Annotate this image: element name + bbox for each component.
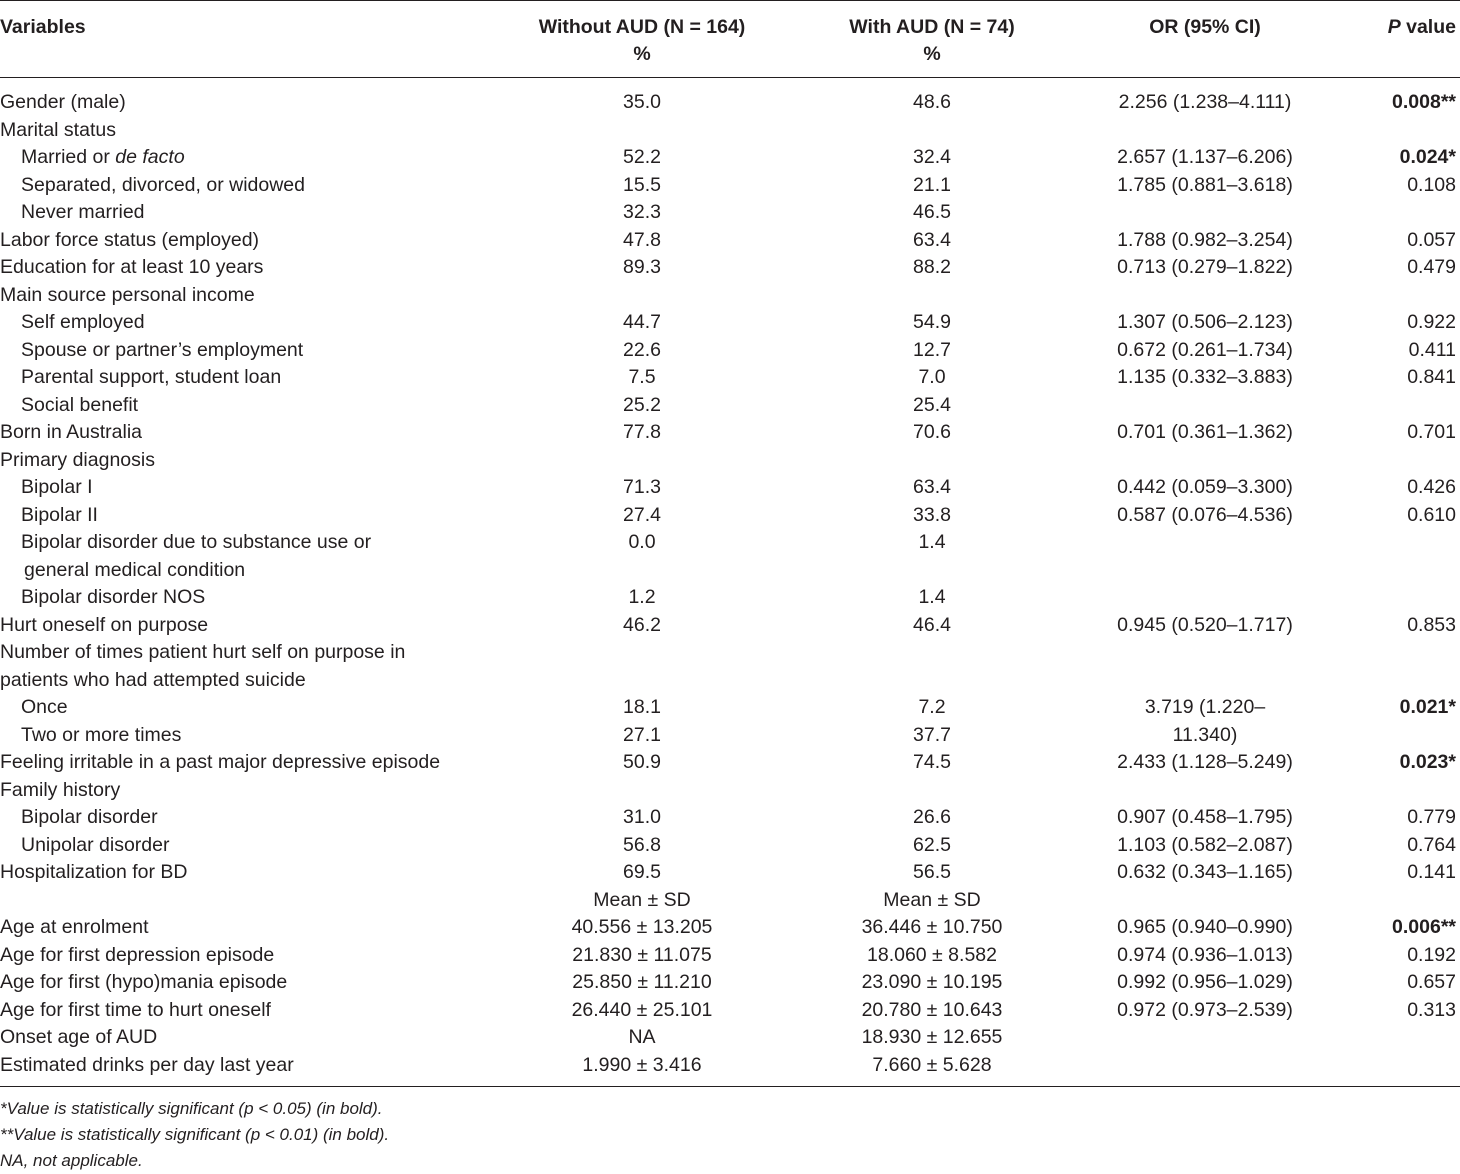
header-with-aud-label: With AUD (N = 74) (849, 16, 1015, 38)
row-label (0, 722, 421, 750)
without-aud-value: 44.7 (623, 311, 661, 333)
table-body (0, 89, 1460, 1079)
odds-ratio-value: 0.587 (0.076–4.536) (1117, 503, 1293, 526)
row-label (0, 969, 460, 997)
header-p-rest: value (1400, 16, 1456, 38)
table-row (0, 447, 1460, 475)
without-aud-value: 27.1 (623, 723, 661, 746)
table-row (0, 859, 1460, 887)
table-row (0, 364, 1460, 392)
without-aud-value: 1.990 ± 3.416 (582, 1053, 702, 1076)
with-aud-value: 74.5 (913, 751, 951, 773)
with-aud-value: 46.5 (913, 201, 951, 223)
row-label-text: Age for first depression episode (0, 943, 275, 966)
p-value: 0.922 (1407, 311, 1456, 333)
row-label (0, 117, 460, 145)
with-aud-value: 1.4 (918, 586, 946, 608)
with-aud-value: Mean ± SD (883, 888, 981, 911)
row-label-italic: de facto (115, 146, 185, 168)
row-label-text: Spouse or partner’s employment (21, 338, 304, 361)
p-value: 0.008** (1392, 91, 1456, 113)
without-aud-value: 52.2 (623, 146, 661, 168)
without-aud-value: 46.2 (623, 613, 661, 636)
p-value: 0.006** (1392, 916, 1456, 938)
with-aud-value: 12.7 (913, 338, 951, 361)
table-row (0, 612, 1460, 640)
row-label (0, 694, 421, 722)
p-value: 0.023* (1399, 751, 1456, 773)
row-label-text: Estimated drinks per day last year (0, 1053, 294, 1076)
without-aud-value: 35.0 (623, 91, 661, 113)
with-aud-value: 20.780 ± 10.643 (861, 998, 1003, 1021)
row-label-text: Family history (0, 778, 121, 801)
table-row (0, 337, 1460, 365)
without-aud-value: NA (628, 1026, 656, 1048)
with-aud-value: 46.4 (913, 613, 951, 636)
row-label-text: Bipolar disorder (21, 806, 158, 828)
p-value: 0.057 (1407, 228, 1456, 251)
row-label (0, 997, 460, 1025)
row-label (0, 942, 460, 970)
odds-ratio-value: 0.972 (0.973–2.539) (1117, 998, 1293, 1021)
row-label (0, 502, 421, 530)
odds-ratio-value: 0.713 (0.279–1.822) (1117, 256, 1293, 278)
p-value: 0.779 (1407, 806, 1456, 828)
row-label-text: Age for first (hypo)mania episode (0, 971, 288, 993)
row-label-text: Labor force status (employed) (0, 228, 260, 251)
without-aud-value: 21.830 ± 11.075 (572, 943, 712, 966)
row-label-text: Two or more times (21, 723, 182, 746)
row-label-text: Age at enrolment (0, 916, 149, 938)
header-p-italic: P (1387, 16, 1401, 38)
row-label-text: Gender (male) (0, 91, 126, 113)
row-label-text: Education for at least 10 years (0, 256, 264, 278)
row-label-text: Social benefit (21, 393, 139, 416)
row-label (0, 1052, 460, 1080)
p-value: 0.479 (1407, 256, 1456, 278)
row-label (0, 804, 421, 832)
p-value: 0.021* (1399, 696, 1456, 718)
p-value: 0.701 (1407, 421, 1456, 443)
row-label-text: Number of times patient hurt self on purpose in (0, 641, 406, 663)
p-value: 0.192 (1407, 943, 1456, 966)
table-row (0, 887, 1460, 915)
odds-ratio-value: 0.974 (0.936–1.013) (1117, 943, 1293, 966)
odds-ratio-value: 0.945 (0.520–1.717) (1117, 613, 1293, 636)
table-row (0, 529, 1460, 584)
without-aud-value: 25.850 ± 11.210 (572, 971, 712, 993)
row-label (0, 392, 421, 420)
without-aud-value: 27.4 (623, 503, 661, 526)
row-label (0, 337, 421, 365)
table-row (0, 832, 1460, 860)
without-aud-value: 0.0 (628, 531, 656, 553)
table-row (0, 997, 1460, 1025)
table-top-rule (0, 0, 1460, 1)
row-label (0, 749, 460, 777)
odds-ratio-value: 1.307 (0.506–2.123) (1117, 311, 1293, 333)
row-label-text: Self employed (21, 311, 145, 333)
row-label (0, 612, 460, 640)
with-aud-value: 63.4 (913, 228, 951, 251)
without-aud-value: 56.8 (623, 833, 661, 856)
with-aud-value: 70.6 (913, 421, 951, 443)
odds-ratio-value: 0.701 (0.361–1.362) (1117, 421, 1293, 443)
table-row (0, 584, 1460, 612)
row-label-text: Married or (21, 146, 116, 168)
table-row (0, 804, 1460, 832)
table-row (0, 749, 1460, 777)
row-label-text: Bipolar II (21, 503, 98, 526)
row-label (0, 832, 421, 860)
table-row (0, 914, 1460, 942)
p-value: 0.610 (1407, 503, 1456, 526)
with-aud-value: 7.0 (918, 366, 946, 388)
without-aud-value: 77.8 (623, 421, 661, 443)
odds-ratio-value: 1.788 (0.982–3.254) (1117, 228, 1293, 251)
row-label-text: Bipolar I (21, 476, 93, 498)
row-label-text: Unipolar disorder (21, 833, 170, 856)
row-label-text: Hurt oneself on purpose (0, 613, 209, 636)
odds-ratio-value: 2.657 (1.137–6.206) (1117, 146, 1293, 168)
header-without-aud-label: Without AUD (N = 164) (538, 16, 746, 38)
header-without-aud (530, 14, 754, 68)
row-label-text: Never married (21, 201, 145, 223)
header-with-aud-unit: % (923, 43, 941, 65)
row-label-text: Onset age of AUD (0, 1026, 158, 1048)
odds-ratio-value: 2.433 (1.128–5.249) (1117, 751, 1293, 773)
table-row (0, 694, 1460, 722)
table-row (0, 1052, 1460, 1080)
without-aud-value: 69.5 (623, 861, 661, 883)
odds-ratio-value: 2.256 (1.238–4.111) (1118, 91, 1292, 113)
header-with-aud (820, 14, 1044, 68)
table-row (0, 89, 1460, 117)
with-aud-value: 1.4 (918, 531, 946, 553)
row-label (0, 1024, 460, 1052)
table-row (0, 1024, 1460, 1052)
without-aud-value: 26.440 ± 25.101 (571, 998, 713, 1021)
table-row (0, 172, 1460, 200)
row-label (0, 914, 460, 942)
odds-ratio-value: 0.442 (0.059–3.300) (1117, 476, 1293, 498)
header-p-value (1330, 14, 1456, 41)
table-row (0, 117, 1460, 145)
without-aud-value: 47.8 (623, 228, 661, 251)
p-value: 0.657 (1407, 971, 1456, 993)
row-label (0, 777, 460, 805)
row-label-text: Bipolar disorder NOS (21, 586, 206, 608)
with-aud-value: 63.4 (913, 476, 951, 498)
with-aud-value: 54.9 (913, 311, 951, 333)
table-row (0, 282, 1460, 310)
row-label-text: Age for first time to hurt oneself (0, 998, 271, 1021)
header-or: OR (95% CI) (1149, 16, 1261, 38)
p-value: 0.426 (1407, 476, 1456, 498)
row-label (0, 282, 460, 310)
footnote-na: NA, not applicable. (0, 1151, 143, 1170)
row-label-text: Primary diagnosis (0, 448, 155, 471)
without-aud-value: 22.6 (623, 338, 661, 361)
odds-ratio-value: 0.907 (0.458–1.795) (1117, 806, 1293, 828)
p-value: 0.024* (1399, 146, 1456, 168)
with-aud-value: 7.2 (918, 696, 946, 718)
odds-ratio-value: 0.632 (0.343–1.165) (1117, 861, 1293, 883)
p-value: 0.853 (1407, 613, 1456, 636)
table-row (0, 144, 1460, 172)
with-aud-value: 18.060 ± 8.582 (867, 943, 997, 966)
without-aud-value: 25.2 (623, 393, 661, 416)
row-label-text: Separated, divorced, or widowed (21, 173, 305, 196)
with-aud-value: 32.4 (913, 146, 951, 168)
p-value: 0.108 (1407, 173, 1456, 196)
row-label-text: Parental support, student loan (21, 366, 282, 388)
odds-ratio-value: 1.135 (0.332–3.883) (1117, 366, 1293, 388)
odds-ratio-value: 1.103 (0.582–2.087) (1117, 833, 1293, 856)
p-value: 0.764 (1407, 833, 1456, 856)
table-row (0, 227, 1460, 255)
with-aud-value: 26.6 (913, 806, 951, 828)
without-aud-value: 50.9 (623, 751, 661, 773)
table-row (0, 502, 1460, 530)
row-label (0, 529, 421, 584)
with-aud-value: 18.930 ± 12.655 (861, 1026, 1003, 1048)
row-label (0, 859, 460, 887)
odds-ratio-value: 3.719 (1.220– (1144, 696, 1266, 718)
table-row (0, 639, 1460, 694)
row-label-text: Once (21, 696, 68, 718)
without-aud-value: Mean ± SD (593, 888, 691, 911)
table-row (0, 942, 1460, 970)
with-aud-value: 62.5 (913, 833, 951, 856)
with-aud-value: 33.8 (913, 503, 951, 526)
row-label (0, 474, 421, 502)
odds-ratio-value: 0.672 (0.261–1.734) (1117, 338, 1293, 361)
odds-ratio-value: 0.965 (0.940–0.990) (1117, 916, 1293, 938)
table-row (0, 392, 1460, 420)
table-row (0, 474, 1460, 502)
with-aud-value: 88.2 (913, 256, 951, 278)
header-variables: Variables (0, 16, 86, 38)
table-row (0, 969, 1460, 997)
with-aud-value: 25.4 (913, 393, 951, 416)
row-label (0, 639, 460, 694)
table-row (0, 199, 1460, 227)
table-row (0, 419, 1460, 447)
without-aud-value: 7.5 (628, 366, 656, 388)
row-label (0, 227, 460, 255)
without-aud-value: 40.556 ± 13.205 (571, 916, 713, 938)
table-row (0, 254, 1460, 282)
row-label-text: Born in Australia (0, 421, 142, 443)
row-label (0, 419, 460, 447)
table-header-rule (0, 77, 1460, 78)
row-label (0, 309, 421, 337)
without-aud-value: 1.2 (628, 586, 656, 608)
row-label-text: Bipolar disorder due to substance use or (21, 531, 372, 553)
row-label (0, 254, 460, 282)
with-aud-value: 48.6 (913, 91, 951, 113)
row-label (0, 199, 421, 227)
with-aud-value: 37.7 (913, 723, 951, 746)
table-row (0, 722, 1460, 750)
header-without-aud-unit: % (633, 43, 651, 65)
table-bottom-rule (0, 1086, 1460, 1087)
row-label (0, 584, 421, 612)
without-aud-value: 15.5 (623, 173, 661, 196)
without-aud-value: 18.1 (623, 696, 661, 718)
odds-ratio-value: 1.785 (0.881–3.618) (1117, 173, 1293, 196)
without-aud-value: 71.3 (623, 476, 661, 498)
p-value: 0.841 (1407, 366, 1456, 388)
p-value: 0.411 (1408, 338, 1456, 361)
row-label (0, 172, 421, 200)
p-value: 0.313 (1407, 998, 1456, 1021)
p-value: 0.141 (1407, 861, 1456, 883)
row-label (0, 89, 460, 117)
row-label (0, 364, 421, 392)
table-row (0, 309, 1460, 337)
without-aud-value: 31.0 (623, 806, 661, 828)
footnote-significance-01: **Value is statistically significant (p < 0.01) (in bold). (0, 1125, 390, 1144)
row-label-text: Marital status (0, 118, 116, 141)
with-aud-value: 23.090 ± 10.195 (861, 971, 1003, 993)
with-aud-value: 7.660 ± 5.628 (872, 1053, 992, 1076)
row-label-text: Main source personal income (0, 283, 255, 306)
row-label-continuation: patients who had attempted suicide (0, 668, 306, 691)
with-aud-value: 56.5 (913, 861, 951, 883)
without-aud-value: 32.3 (623, 201, 661, 223)
with-aud-value: 36.446 ± 10.750 (861, 916, 1003, 938)
odds-ratio-value: 0.992 (0.956–1.029) (1117, 971, 1293, 993)
row-label-text: Feeling irritable in a past major depressive episode (0, 751, 441, 773)
with-aud-value: 21.1 (913, 173, 951, 196)
row-label (0, 447, 460, 475)
row-label (0, 144, 421, 172)
without-aud-value: 89.3 (623, 256, 661, 278)
table-row (0, 777, 1460, 805)
row-label-continuation: general medical condition (24, 558, 246, 581)
footnote-significance-05: *Value is statistically significant (p < 0.05) (in bold). (0, 1099, 383, 1118)
odds-ratio-value: 11.340) (1172, 723, 1238, 746)
row-label-text: Hospitalization for BD (0, 861, 188, 883)
